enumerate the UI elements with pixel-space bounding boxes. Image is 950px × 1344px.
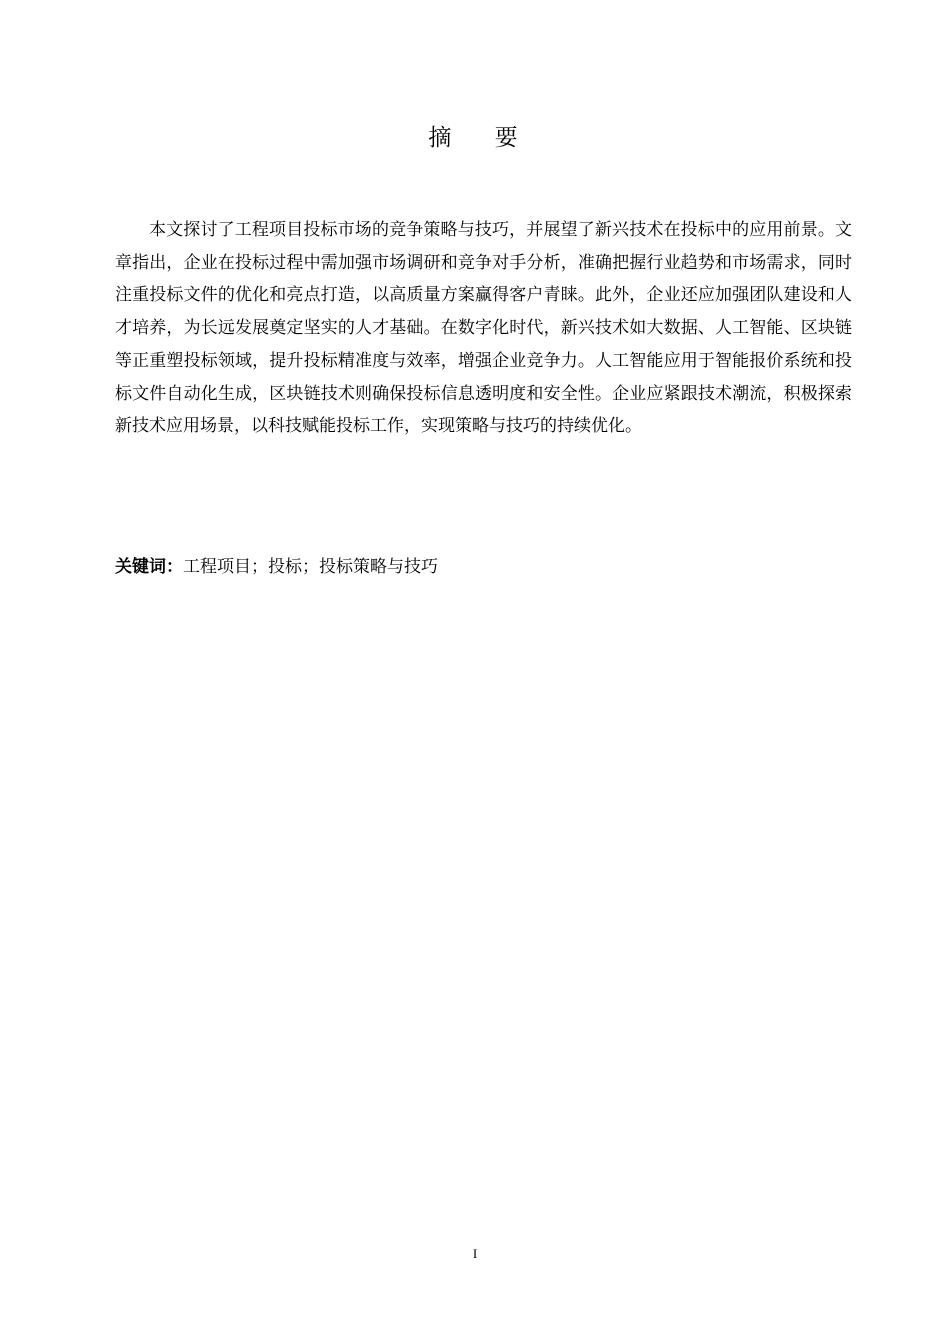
keywords-line [115,551,852,583]
keywords-label: 关键词： [115,557,183,577]
keywords-text: 工程项目；投标；投标策略与技巧 [183,557,438,577]
page-number: I [472,1246,478,1261]
abstract-paragraph: 本文探讨了工程项目投标市场的竞争策略与技巧，并展望了新兴技术在投标中的应用前景。文章指出，企业在投标过程中需加强市场调研和竞争对手分析，准确把握行业趋势和市场需求，同时注重投标文件的优化和亮点打造，以高质量方案赢得客户青睐。此外，企业还应加强团队建设和人才培养，为长远发展奠定坚实的人才基础。在数字化时代，新兴技术如大数据、人工智能、区块链等正重塑投标领域，提升投标精准度与效率，增强企业竞争力。人工智能应用于智能报价系统和投标文件自动化生成，区块链技术则确保投标信息透明度和安全性。企业应紧跟技术潮流，积极探索新技术应用场景，以科技赋能投标工作，实现策略与技巧的持续优化。 [115,220,852,437]
abstract-title: 摘 要 [428,125,536,151]
